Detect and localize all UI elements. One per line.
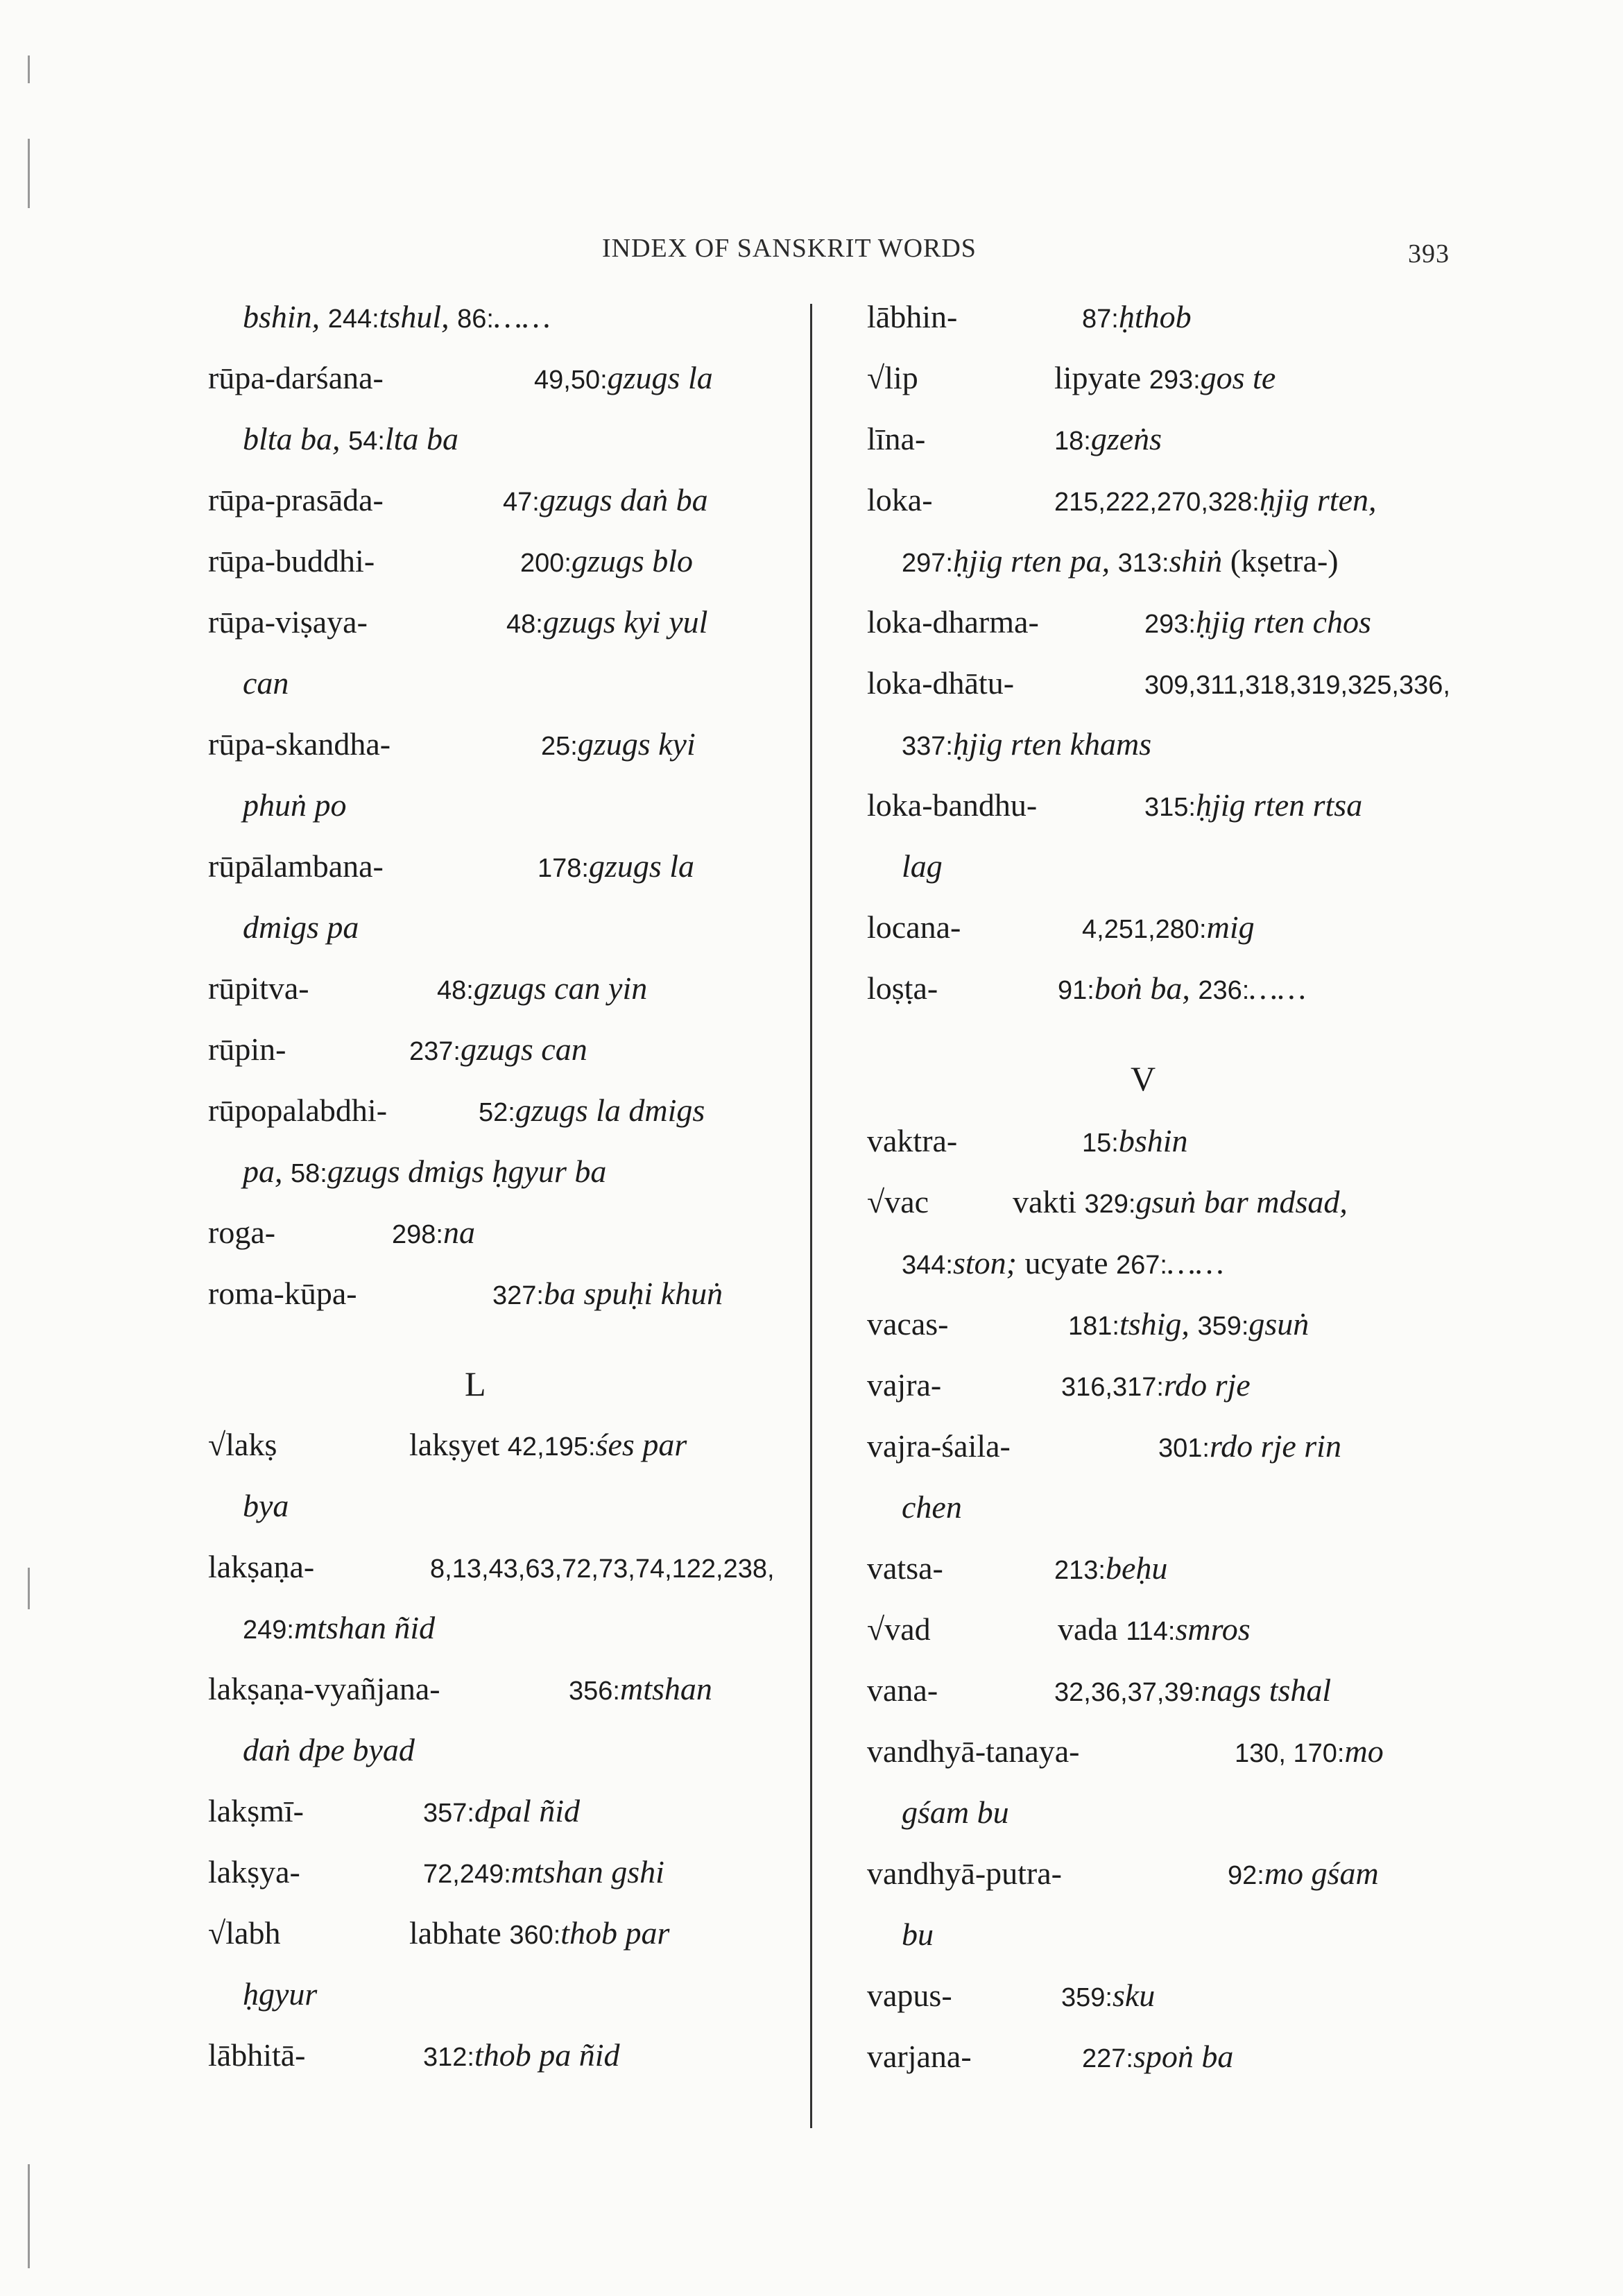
- index-entry-continuation: [208, 1609, 791, 1670]
- entry-continuation: lag: [902, 848, 943, 884]
- entry-reference: 49,50:: [534, 366, 608, 395]
- entry-continuation: ḥjig rten khams: [952, 726, 1152, 762]
- entry-reference: 244:: [327, 305, 379, 334]
- index-entry: [208, 1914, 791, 1976]
- entry-headword: lakṣmī-: [208, 1793, 304, 1828]
- entry-tibetan: beḥu: [1105, 1550, 1168, 1586]
- entry-headword: rūpa-viṣaya-: [208, 604, 368, 640]
- entry-tibetan: śes par: [595, 1427, 687, 1462]
- entry-tibetan: gsuṅ: [1248, 1306, 1309, 1342]
- entry-tibetan: spoṅ ba: [1133, 2039, 1234, 2074]
- entry-reference: 293:: [1144, 610, 1196, 639]
- entry-tibetan: thob par: [560, 1915, 670, 1951]
- entry-tibetan: gzugs blo: [571, 543, 694, 579]
- right-column: [867, 298, 1491, 2099]
- entry-tibetan: mo: [1344, 1733, 1384, 1769]
- index-entry: [867, 359, 1491, 420]
- entry-headword: √vac: [867, 1184, 929, 1219]
- entry-reference: 315:: [1144, 793, 1196, 822]
- entry-tibetan: sku: [1112, 1978, 1156, 2013]
- entry-headword: rūpin-: [208, 1031, 286, 1067]
- left-column: [208, 298, 791, 2098]
- entry-reference: 298:: [392, 1220, 443, 1249]
- entry-reference: 54:: [348, 427, 385, 456]
- entry-headword: rūpālambana-: [208, 848, 384, 884]
- entry-continuation: daṅ dpe byad: [243, 1732, 415, 1767]
- entry-tibetan: boṅ ba,: [1094, 970, 1190, 1006]
- index-entry-continuation: [208, 1731, 791, 1792]
- entry-reference: 200:: [520, 549, 572, 578]
- entry-tibetan: ḥjig rten,: [1259, 482, 1377, 517]
- entry-reference: 87:: [1082, 305, 1119, 334]
- index-entry: [867, 1550, 1491, 1611]
- page-edge-mark: [28, 1568, 30, 1609]
- section-letter-v: V: [1131, 1059, 1156, 1098]
- entry-reference: 309,311,318,319,325,336,: [1144, 671, 1450, 700]
- index-entry: [867, 1367, 1491, 1428]
- entry-reference: 25:: [541, 732, 578, 761]
- index-entry: [208, 542, 791, 603]
- index-entry-continuation: [867, 1489, 1491, 1550]
- entry-tibetan: mo gśam: [1264, 1856, 1379, 1891]
- entry-continuation: can: [243, 665, 289, 701]
- entry-continuation: ……: [493, 299, 551, 334]
- entry-continuation: mtshan ñid: [293, 1610, 436, 1645]
- entry-tibetan: rdo rje rin: [1209, 1428, 1341, 1464]
- entry-continuation: chen: [902, 1489, 962, 1525]
- entry-headword: loṣṭa-: [867, 970, 938, 1006]
- entry-reference: 72,249:: [423, 1860, 511, 1889]
- entry-tibetan: ḥjig rten rtsa: [1195, 787, 1363, 823]
- entry-reference: 237:: [409, 1037, 461, 1066]
- entry-headword: rūpa-buddhi-: [208, 543, 375, 579]
- index-entry: [867, 1183, 1491, 1244]
- entry-gloss: (kṣetra-): [1230, 543, 1339, 579]
- index-entry: [867, 1672, 1491, 1733]
- index-entry: [867, 2038, 1491, 2099]
- index-entry-continuation: [867, 542, 1491, 603]
- entry-reference: 58:: [291, 1159, 327, 1188]
- index-entry-continuation: [208, 1153, 791, 1214]
- entry-continuation: lta ba: [384, 421, 458, 456]
- entry-headword: varjana-: [867, 2039, 972, 2074]
- entry-headword: rūpa-prasāda-: [208, 482, 384, 517]
- entry-verb-form: vakti: [1013, 1184, 1076, 1219]
- entry-reference: 178:: [538, 854, 589, 883]
- index-entry: [208, 1670, 791, 1731]
- entry-reference: 297:: [902, 549, 953, 578]
- entry-tibetan: gos te: [1200, 360, 1276, 395]
- entry-reference: 329:: [1084, 1190, 1136, 1219]
- page-header: [0, 233, 1623, 275]
- column-divider: [810, 304, 812, 2128]
- index-entry: [867, 787, 1491, 848]
- index-entry-continuation: [208, 787, 791, 848]
- entry-reference: 344:: [902, 1251, 953, 1280]
- entry-reference: 42,195:: [507, 1432, 596, 1462]
- entry-headword: roga-: [208, 1215, 276, 1250]
- entry-tibetan: gzugs can yin: [473, 970, 648, 1006]
- entry-verb-form: lipyate: [1054, 360, 1142, 395]
- entry-continuation: ḥjig rten pa,: [952, 543, 1110, 579]
- entry-reference: 267:: [1116, 1251, 1167, 1280]
- entry-reference: 236:: [1198, 976, 1250, 1005]
- index-entry: [867, 1122, 1491, 1183]
- entry-headword: lakṣya-: [208, 1854, 300, 1890]
- entry-headword: lābhitā-: [208, 2037, 306, 2073]
- entry-tibetan: mtshan gshi: [510, 1854, 664, 1890]
- entry-continuation: ḥgyur: [243, 1976, 318, 2012]
- entry-tibetan: gzugs daṅ ba: [539, 482, 708, 517]
- section-heading-row: [867, 1031, 1491, 1122]
- index-entry: [208, 481, 791, 542]
- entry-reference: 249:: [243, 1616, 294, 1645]
- page-number: 393: [1408, 239, 1450, 268]
- entry-reference: 316,317:: [1061, 1373, 1164, 1402]
- page-edge-mark: [28, 139, 30, 208]
- entry-continuation: phuṅ po: [243, 787, 347, 823]
- entry-headword: rūpa-darśana-: [208, 360, 384, 395]
- entry-headword: lābhin-: [867, 299, 958, 334]
- entry-headword: rūpopalabdhi-: [208, 1093, 388, 1128]
- entry-continuation: shiṅ: [1169, 543, 1223, 579]
- index-entry: [208, 359, 791, 420]
- entry-continuation: bya: [243, 1488, 289, 1523]
- index-entry-continuation: [867, 1244, 1491, 1305]
- entry-tibetan: smros: [1175, 1611, 1251, 1647]
- entry-reference: 181:: [1068, 1312, 1119, 1341]
- entry-verb-form: lakṣyet: [409, 1427, 500, 1462]
- entry-continuation: dmigs pa: [243, 909, 359, 945]
- entry-tibetan: thob pa ñid: [474, 2037, 620, 2073]
- entry-tibetan: tshig,: [1119, 1306, 1190, 1342]
- entry-reference: 215,222,270,328:: [1054, 488, 1260, 517]
- index-entry: [208, 1275, 791, 1336]
- entry-reference: 4,251,280:: [1082, 915, 1207, 944]
- entry-headword: vaktra-: [867, 1123, 958, 1158]
- index-entry: [867, 481, 1491, 542]
- page-edge-mark: [28, 55, 30, 83]
- entry-reference: 337:: [902, 732, 953, 761]
- entry-reference: 359:: [1061, 1983, 1113, 2012]
- index-entry: [867, 1977, 1491, 2038]
- index-entry-continuation: [867, 726, 1491, 787]
- entry-reference: 356:: [569, 1677, 620, 1706]
- entry-tibetan: ba spuḥi khuṅ: [543, 1276, 723, 1311]
- index-entry: [867, 970, 1491, 1031]
- entry-reference: 293:: [1149, 366, 1201, 395]
- index-entry: [208, 848, 791, 909]
- entry-reference: 213:: [1054, 1556, 1106, 1585]
- index-entry-continuation: [208, 665, 791, 726]
- entry-tibetan: nags tshal: [1201, 1672, 1332, 1708]
- entry-verb-form: labhate: [409, 1915, 501, 1951]
- entry-headword: √vad: [867, 1611, 931, 1647]
- entry-headword: lakṣaṇa-vyañjana-: [208, 1671, 440, 1706]
- index-entry-continuation: [867, 848, 1491, 909]
- entry-tibetan: bshin: [1118, 1123, 1188, 1158]
- index-entry: [208, 1426, 791, 1487]
- index-entry: [867, 1305, 1491, 1367]
- index-entry: [208, 1853, 791, 1914]
- section-letter-l: L: [465, 1364, 486, 1403]
- index-entry: [867, 1611, 1491, 1672]
- entry-tibetan: mtshan: [619, 1671, 712, 1706]
- index-entry: [208, 1214, 791, 1275]
- entry-reference: 47:: [503, 488, 540, 517]
- entry-reference: 32,36,37,39:: [1054, 1678, 1201, 1707]
- entry-headword: vandhyā-tanaya-: [867, 1733, 1080, 1769]
- index-entry: [867, 420, 1491, 481]
- entry-tibetan: gzugs can: [460, 1031, 587, 1067]
- entry-reference: 114:: [1126, 1617, 1176, 1646]
- entry-reference: 48:: [506, 610, 543, 639]
- entry-headword: līna-: [867, 421, 926, 456]
- entry-continuation: blta ba,: [243, 421, 341, 456]
- entry-headword: vajra-: [867, 1367, 942, 1403]
- index-entry-continuation: [208, 909, 791, 970]
- entry-tibetan: gzeṅs: [1090, 421, 1162, 456]
- index-entry: [208, 726, 791, 787]
- index-entry-continuation: [208, 298, 791, 359]
- entry-headword: vacas-: [867, 1306, 949, 1342]
- index-entry: [867, 665, 1491, 726]
- entry-headword: rūpa-skandha-: [208, 726, 391, 762]
- index-entry: [867, 1733, 1491, 1794]
- index-entry: [208, 1031, 791, 1092]
- index-entry-continuation: [867, 1794, 1491, 1855]
- entry-headword: √lip: [867, 360, 918, 395]
- entry-headword: rūpitva-: [208, 970, 309, 1006]
- entry-reference: 18:: [1054, 427, 1091, 456]
- entry-reference: 227:: [1082, 2044, 1133, 2073]
- entry-tibetan: gzugs kyi yul: [542, 604, 708, 640]
- entry-continuation: pa,: [243, 1154, 283, 1189]
- index-entry: [867, 298, 1491, 359]
- entry-continuation: gśam bu: [902, 1794, 1009, 1830]
- entry-continuation: tshul,: [379, 299, 449, 334]
- entry-verb-form: vada: [1058, 1611, 1118, 1647]
- entry-reference: 360:: [509, 1921, 561, 1950]
- entry-reference: 359:: [1197, 1312, 1249, 1341]
- entry-tibetan: mig: [1206, 909, 1255, 945]
- entry-continuation: ston;: [952, 1245, 1017, 1280]
- entry-reference: 48:: [437, 976, 474, 1005]
- entry-headword: loka-dharma-: [867, 604, 1039, 640]
- entry-continuation: bshin,: [243, 299, 320, 334]
- index-entry: [867, 603, 1491, 665]
- entry-headword: vandhyā-putra-: [867, 1856, 1062, 1891]
- index-entry: [867, 1428, 1491, 1489]
- index-entry-continuation: [208, 420, 791, 481]
- entry-tibetan: gzugs la dmigs: [515, 1093, 705, 1128]
- index-entry: [208, 2037, 791, 2098]
- entry-reference: 8,13,43,63,72,73,74,122,238,: [430, 1554, 775, 1584]
- index-entry-continuation: [208, 1487, 791, 1548]
- entry-reference: 15:: [1082, 1129, 1119, 1158]
- index-entry: [208, 1548, 791, 1609]
- entry-headword: loka-: [867, 482, 933, 517]
- entry-headword: √labh: [208, 1915, 281, 1951]
- entry-headword: loka-bandhu-: [867, 787, 1038, 823]
- entry-tibetan: gzugs kyi: [577, 726, 696, 762]
- entry-headword: loka-dhātu-: [867, 665, 1015, 701]
- index-entry: [867, 909, 1491, 970]
- index-entry: [208, 970, 791, 1031]
- entry-headword: lakṣaṇa-: [208, 1549, 315, 1584]
- entry-reference: 357:: [423, 1799, 474, 1828]
- entry-tibetan: gzugs la: [607, 360, 713, 395]
- entry-reference: 312:: [423, 2043, 474, 2072]
- entry-reference: 130, 170:: [1235, 1739, 1345, 1768]
- entry-headword: √lakṣ: [208, 1427, 277, 1462]
- running-title: INDEX OF SANSKRIT WORDS: [602, 234, 977, 263]
- entry-headword: vana-: [867, 1672, 938, 1708]
- entry-tibetan: gzugs la: [588, 848, 695, 884]
- entry-reference: 327:: [492, 1281, 544, 1310]
- entry-headword: vatsa-: [867, 1550, 943, 1586]
- index-entry: [208, 1792, 791, 1853]
- entry-reference: 52:: [479, 1098, 515, 1127]
- entry-reference: 91:: [1058, 976, 1094, 1005]
- entry-continuation: ……: [1167, 1245, 1224, 1280]
- page-edge-mark: [28, 2164, 30, 2268]
- entry-headword: roma-kūpa-: [208, 1276, 357, 1311]
- entry-tibetan: ḥjig rten chos: [1195, 604, 1371, 640]
- entry-continuation: gzugs dmigs ḥgyur ba: [327, 1154, 607, 1189]
- entry-tibetan: ……: [1249, 970, 1307, 1006]
- entry-reference: 92:: [1228, 1861, 1264, 1890]
- entry-headword: vapus-: [867, 1978, 952, 2013]
- index-entry: [208, 603, 791, 665]
- entry-tibetan: na: [443, 1215, 475, 1250]
- index-entry-continuation: [208, 1976, 791, 2037]
- index-entry: [867, 1855, 1491, 1916]
- entry-reference: 86:: [457, 305, 494, 334]
- entry-tibetan: rdo rje: [1163, 1367, 1251, 1403]
- entry-headword: vajra-śaila-: [867, 1428, 1011, 1464]
- entry-continuation: bu: [902, 1917, 934, 1952]
- index-entry: [208, 1092, 791, 1153]
- entry-verb-form: ucyate: [1024, 1245, 1108, 1280]
- entry-reference: 301:: [1158, 1434, 1210, 1463]
- entry-tibetan: dpal ñid: [474, 1793, 581, 1828]
- entry-tibetan: ḥthob: [1118, 299, 1192, 334]
- index-entry-continuation: [867, 1916, 1491, 1977]
- entry-tibetan: gsuṅ bar mdsad,: [1135, 1184, 1348, 1219]
- entry-reference: 313:: [1117, 549, 1169, 578]
- entry-headword: locana-: [867, 909, 961, 945]
- section-heading-row: [208, 1336, 791, 1426]
